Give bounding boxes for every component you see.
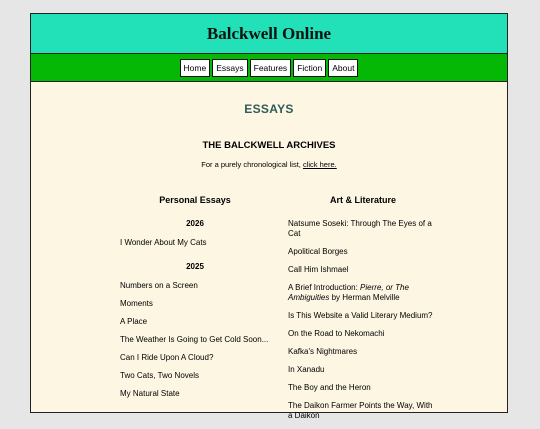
nav-home[interactable]: Home xyxy=(180,59,211,77)
site-title[interactable]: Balckwell Online xyxy=(206,23,332,43)
nav-features[interactable]: Features xyxy=(250,59,292,77)
page-frame xyxy=(30,13,508,420)
essay-link[interactable]: My Natural State xyxy=(120,389,180,398)
brief-intro-prefix: A Brief Introduction: xyxy=(288,283,361,292)
essay-link[interactable]: On the Road to Nekomachi xyxy=(288,329,385,338)
nav-essays[interactable]: Essays xyxy=(212,59,247,77)
chronological-note xyxy=(31,160,507,169)
essay-link[interactable]: Natsume Soseki: Through The Eyes of a Cat xyxy=(288,219,432,238)
essay-link[interactable]: The Boy and the Heron xyxy=(288,383,371,392)
essay-link[interactable]: I Wonder About My Cats xyxy=(120,238,207,247)
nav-about[interactable]: About xyxy=(328,59,358,77)
personal-essays-heading: Personal Essays xyxy=(159,195,231,205)
chronological-list-link[interactable]: click here. xyxy=(302,160,337,169)
essay-link[interactable]: A Place xyxy=(120,317,148,326)
essay-link[interactable]: Moments xyxy=(120,299,153,308)
essay-link[interactable]: Numbers on a Screen xyxy=(120,281,198,290)
essay-link[interactable]: Two Cats, Two Novels xyxy=(120,371,199,380)
year-heading-2025: 2025 xyxy=(186,262,204,271)
essay-link[interactable]: In Xanadu xyxy=(288,365,325,374)
essay-link[interactable]: Kafka's Nightmares xyxy=(288,347,358,356)
site-banner xyxy=(31,14,507,54)
essay-link[interactable]: The Daikon Farmer Points the Way, With a Daikon xyxy=(288,401,433,420)
essay-link[interactable]: Can I Ride Upon A Cloud? xyxy=(120,353,214,362)
year-heading-2026: 2026 xyxy=(186,219,204,228)
essay-link[interactable]: Is This Website a Valid Literary Medium? xyxy=(288,311,433,320)
essay-link-brief-introduction[interactable] xyxy=(288,283,438,303)
brief-intro-title: Pierre, or The Ambiguities xyxy=(288,283,409,302)
brief-intro-suffix: by Herman Melville xyxy=(329,293,400,302)
archives-heading: THE BALCKWELL ARCHIVES xyxy=(202,140,336,151)
art-literature-column xyxy=(288,195,438,429)
essay-link[interactable]: The Weather Is Going to Get Cold Soon... xyxy=(120,335,269,344)
essay-link[interactable]: Call Him Ishmael xyxy=(288,265,349,274)
page-title: ESSAYS xyxy=(244,102,294,116)
chronological-note-text: For a purely chronological list, xyxy=(201,160,303,169)
essay-link[interactable]: Apolitical Borges xyxy=(288,247,348,256)
nav-fiction[interactable]: Fiction xyxy=(293,59,326,77)
personal-essays-column xyxy=(120,195,270,407)
nav-bar xyxy=(31,54,507,82)
art-literature-heading: Art & Literature xyxy=(329,195,396,205)
